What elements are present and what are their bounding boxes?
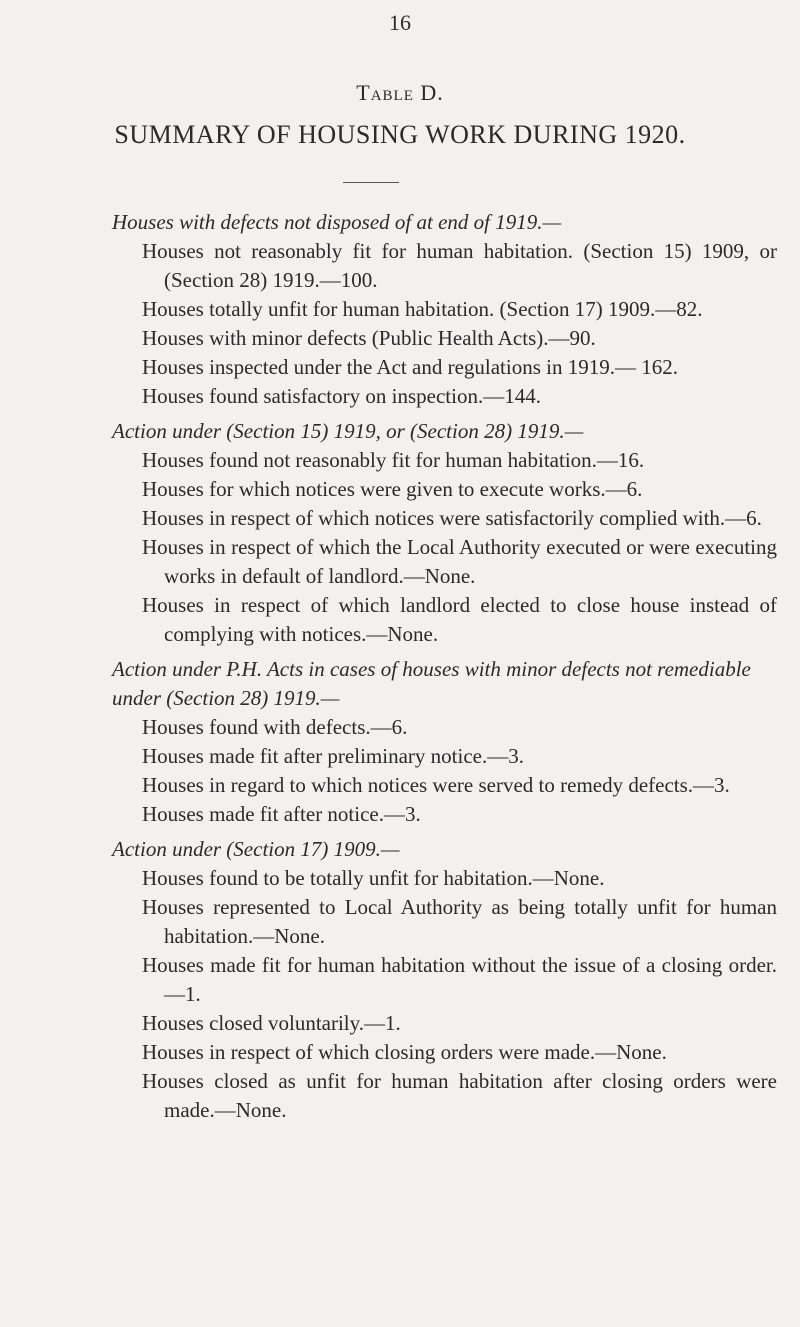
list-item: Houses represented to Local Authority as being totally unfit for human habitation.—None.	[142, 895, 777, 948]
section-defects-not-disposed	[112, 208, 777, 411]
section-heading: Action under (Section 17) 1909.—	[112, 837, 400, 861]
section-item-list	[112, 713, 777, 829]
list-item: Houses totally unfit for human habitation. (Section 17) 1909.—82.	[142, 297, 703, 321]
section-heading: Action under P.H. Acts in cases of houses with minor defects not remediable under (Section 28) 1919.—	[112, 657, 751, 710]
section-heading: Action under (Section 15) 1919, or (Section 28) 1919.—	[112, 419, 584, 443]
list-item: Houses with minor defects (Public Health Acts).—90.	[142, 326, 596, 350]
section-action-ph-acts	[112, 655, 777, 829]
list-item: Houses closed voluntarily.—1.	[142, 1011, 401, 1035]
table-label: Table D.	[356, 80, 444, 105]
list-item: Houses not reasonably fit for human habitation. (Section 15) 1909, or (Section 28) 1919.—100.	[142, 239, 777, 292]
list-item: Houses in respect of which the Local Authority executed or were executing works in default of landlord.—None.	[142, 535, 777, 588]
list-item: Houses in respect of which landlord elected to close house instead of complying with notices.—None.	[142, 593, 777, 646]
section-heading: Houses with defects not disposed of at end of 1919.—	[112, 210, 562, 234]
list-item: Houses made fit after preliminary notice.—3.	[142, 744, 524, 768]
section-item-list	[112, 237, 777, 411]
page-number: 16	[389, 10, 411, 35]
section-item-list	[112, 864, 777, 1125]
document-title: SUMMARY OF HOUSING WORK DURING 1920.	[114, 120, 686, 149]
section-action-section-17	[112, 835, 777, 1125]
list-item: Houses in respect of which notices were satisfactorily complied with.—6.	[142, 506, 762, 530]
list-item: Houses inspected under the Act and regulations in 1919.— 162.	[142, 355, 678, 379]
list-item: Houses found satisfactory on inspection.—144.	[142, 384, 541, 408]
list-item: Houses for which notices were given to execute works.—6.	[142, 477, 643, 501]
title-divider	[343, 182, 399, 183]
list-item: Houses made fit after notice.—3.	[142, 802, 421, 826]
list-item: Houses found not reasonably fit for human habitation.—16.	[142, 448, 645, 472]
list-item: Houses in regard to which notices were served to remedy defects.—3.	[142, 773, 730, 797]
list-item: Houses found with defects.—6.	[142, 715, 408, 739]
list-item: Houses made fit for human habitation without the issue of a closing order.—1.	[142, 953, 777, 1006]
list-item: Houses in respect of which closing orders were made.—None.	[142, 1040, 667, 1064]
section-action-section-15	[112, 417, 777, 649]
section-item-list	[112, 446, 777, 649]
list-item: Houses closed as unfit for human habitation after closing orders were made.—None.	[142, 1069, 777, 1122]
list-item: Houses found to be totally unfit for habitation.—None.	[142, 866, 605, 890]
document-body	[112, 208, 777, 1131]
